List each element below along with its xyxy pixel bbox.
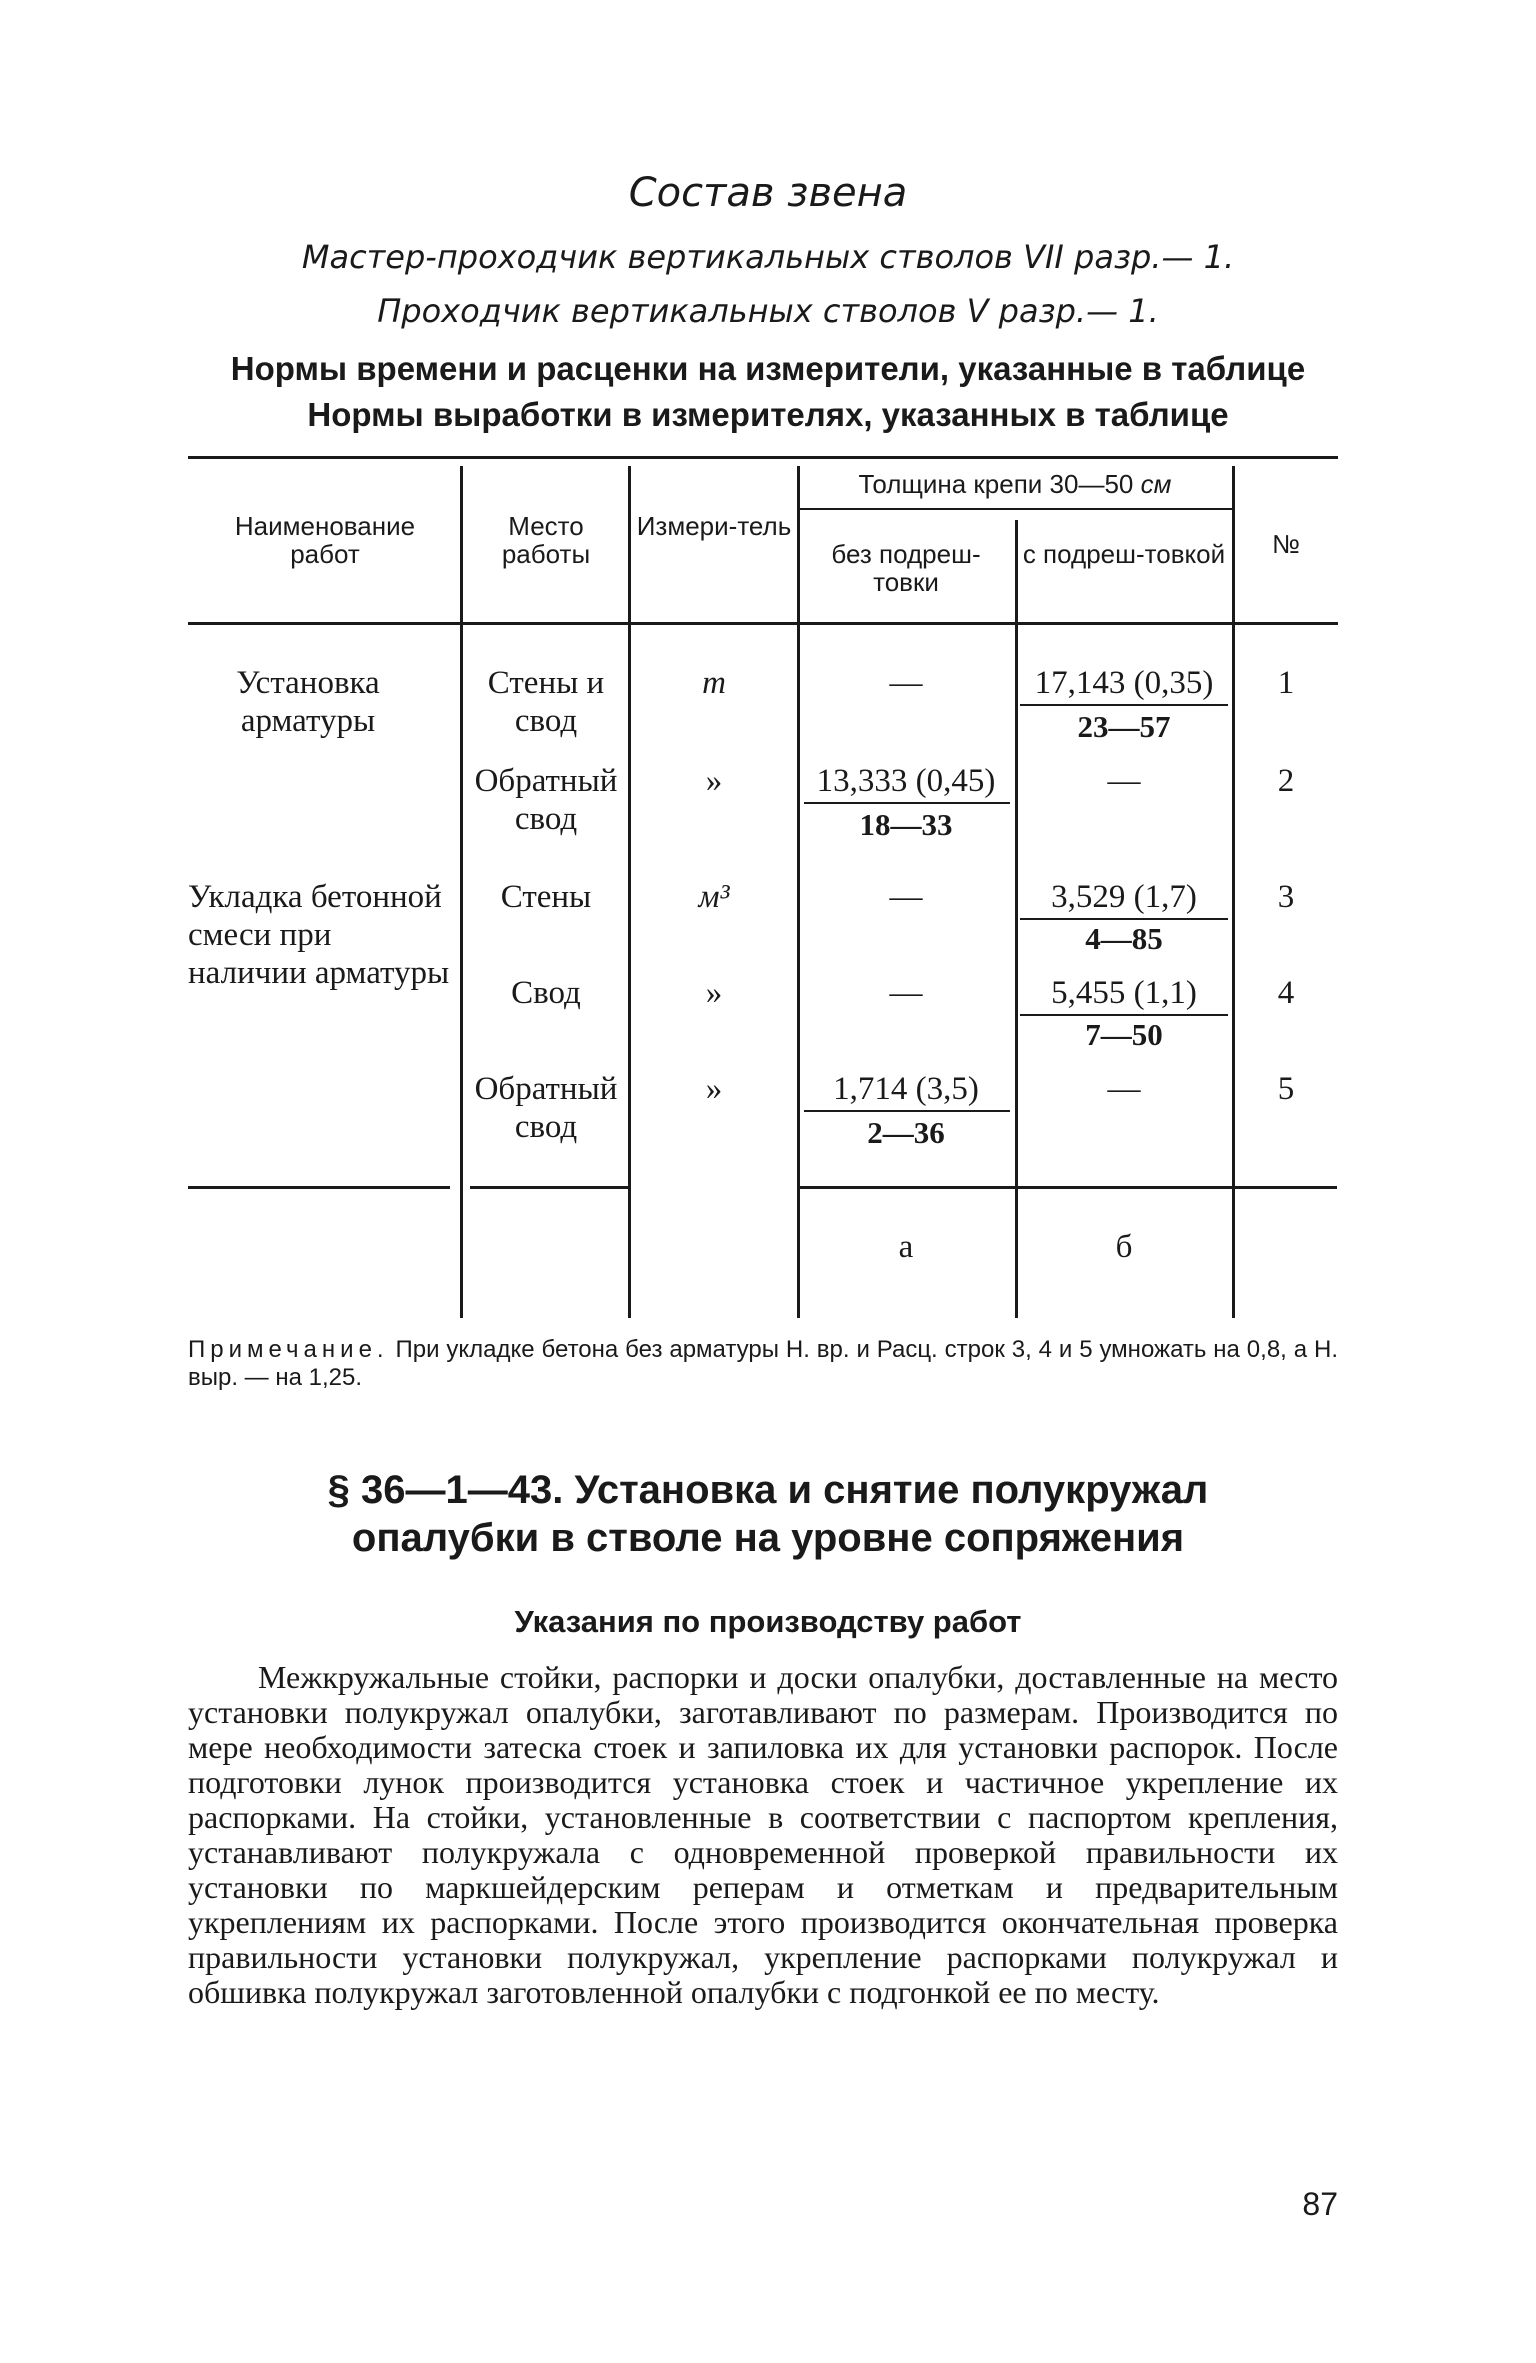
row1-place: Стены и свод: [487, 665, 605, 739]
page-number: 87: [1302, 2186, 1338, 2222]
row3-place: Стены: [500, 879, 592, 915]
note-text: При укладке бетона без арматуры Н. вр. и Расц. строк 3, 4 и 5 умножать на 0,8, а Н. выр. — на 1,25.: [188, 1336, 1338, 1391]
row1-with-norm: 17,143 (0,35): [1034, 665, 1214, 701]
row3-with-rate: 4—85: [1085, 921, 1163, 956]
header-without: без подреш-товки: [831, 539, 981, 597]
row4-with-rate: 7—50: [1085, 1017, 1163, 1052]
row2-without-rate: 18—33: [859, 807, 953, 842]
row2-place: Обратный свод: [474, 763, 618, 837]
row1-with-rate: 23—57: [1077, 709, 1171, 744]
header-place: Место работы: [501, 511, 591, 569]
row5-without-norm: 1,714 (3,5): [833, 1071, 979, 1107]
header-number: №: [1272, 529, 1300, 559]
row4-number: 4: [1277, 975, 1295, 1011]
group-concrete: Укладка бетонной смеси при наличии арматуры: [188, 879, 450, 991]
header-bottom-rule: [188, 622, 1338, 625]
crew-line-master: Мастер-проходчик вертикальных стволов VII разр.— 1.: [301, 238, 1235, 276]
row4-unit: »: [705, 975, 723, 1011]
table-top-rule: [188, 456, 1338, 459]
row5-rate-rule: [804, 1110, 1010, 1112]
header-with: с подреш-товкой: [1022, 539, 1226, 569]
row3-without-norm: —: [889, 879, 923, 915]
row3-number: 3: [1277, 879, 1295, 915]
column-label-b: б: [1115, 1229, 1133, 1265]
norms-line-1: Нормы времени и расценки на измерители, указанные в таблице: [230, 350, 1306, 387]
header-thickness: Толщина крепи 30—50 см: [858, 469, 1172, 499]
col-divider-2: [628, 466, 631, 1318]
table-note: [188, 1336, 1338, 1392]
paragraph-text: Межкружальные стойки, распорки и доски опалубки, доставленные на место установки полукружал опалубки, заготавливают по размерам. Производится по мере необходимости затеска стоек и запиловка их для установки распорок. После подготовки лунок производится установка стоек и частичное укрепление их распорками. На стойки, установленные в соответствии с паспортом крепления, устанавливают полукружала с одновременной проверкой правильности их установки по маркшейдерским реперам и отметкам и предварительным укреплениям их распорками. После этого производится окончательная проверка правильности установки полукружал, укрепление распорками полукружал и обшивка полукружал заготовленной опалубки с подгонкой ее по месту.: [188, 1659, 1338, 2010]
section-subtitle: Указания по производству работ: [514, 1604, 1022, 1639]
row1-rate-rule: [1020, 704, 1228, 706]
col-divider-1: [460, 466, 463, 1318]
row2-without-norm: 13,333 (0,45): [816, 763, 996, 799]
body-bottom-rule-1: [188, 1186, 450, 1189]
row3-unit: м³: [698, 879, 730, 915]
crew-title: Состав звена: [628, 170, 908, 216]
column-label-a: а: [898, 1229, 914, 1265]
row5-place: Обратный свод: [474, 1071, 618, 1145]
row4-place: Свод: [511, 975, 581, 1011]
group-installation: Установка арматуры: [236, 665, 380, 739]
row5-with-norm: —: [1107, 1071, 1141, 1107]
body-bottom-rule-3: [797, 1186, 1337, 1189]
row1-without-norm: —: [889, 665, 923, 701]
section-title-line-1: § 36—1—43. Установка и снятие полукружал: [327, 1468, 1209, 1512]
body-bottom-rule-2: [470, 1186, 628, 1189]
row3-with-norm: 3,529 (1,7): [1051, 879, 1197, 915]
row4-with-norm: 5,455 (1,1): [1051, 975, 1197, 1011]
row5-without-rate: 2—36: [867, 1115, 945, 1150]
note-label: Примечание.: [188, 1336, 389, 1363]
row1-number: 1: [1277, 665, 1295, 701]
crew-line-worker: Проходчик вертикальных стволов V разр.— 1.: [377, 292, 1159, 330]
row1-unit: т: [702, 665, 726, 701]
header-name: Наименование работ: [234, 511, 416, 569]
col-divider-4: [1015, 520, 1018, 1318]
row2-unit: »: [705, 763, 723, 799]
row2-rate-rule: [804, 802, 1010, 804]
col-divider-5: [1232, 466, 1235, 1318]
norms-line-2: Нормы выработки в измерителях, указанных в таблице: [307, 396, 1229, 433]
header-unit: Измери-тель: [636, 511, 792, 541]
row2-number: 2: [1277, 763, 1295, 799]
row5-unit: »: [705, 1071, 723, 1107]
row5-number: 5: [1277, 1071, 1295, 1107]
row2-with-norm: —: [1107, 763, 1141, 799]
row4-without-norm: —: [889, 975, 923, 1011]
work-instructions-paragraph: [188, 1660, 1338, 2010]
section-title-line-2: опалубки в стволе на уровне сопряжения: [351, 1516, 1185, 1560]
thickness-rule: [797, 508, 1232, 510]
